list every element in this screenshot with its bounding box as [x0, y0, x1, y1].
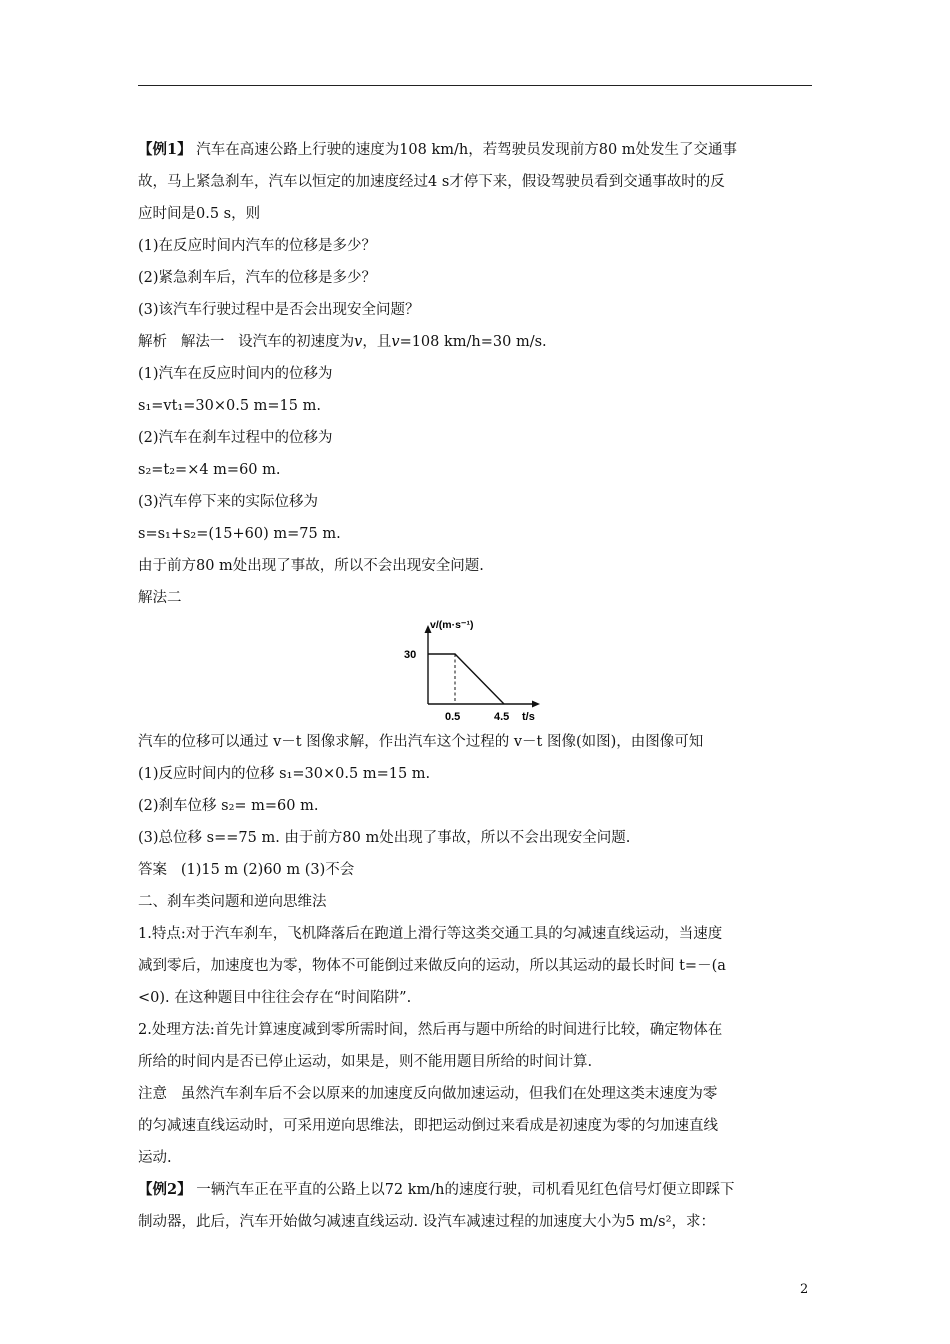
- solution-intro: [138, 326, 812, 358]
- x-tick-0-5: 0.5: [445, 711, 461, 723]
- feature-line2: 减到零后，加速度也为零，物体不可能倒过来做反向的运动，所以其运动的最长时间 t=－(a: [138, 958, 726, 974]
- answer-text: (1)15 m (2)60 m (3)不会: [180, 862, 355, 878]
- solution-intro-a: 设汽车的初速度为: [238, 334, 355, 350]
- answer-label: 答案: [138, 862, 167, 878]
- method2-step1: (1)反应时间内的位移 s₁=30×0.5 m=15 m.: [138, 766, 431, 782]
- example1-text-line1: 汽车在高速公路上行驶的速度为108 km/h，若驾驶员发现前方80 m处发生了交通事: [196, 142, 738, 158]
- vt-graph-figure: [138, 614, 812, 726]
- section2-title: 二、刹车类问题和逆向思维法: [138, 894, 327, 910]
- example1-line1: [138, 134, 812, 166]
- x-axis-label: t/s: [522, 711, 535, 723]
- step3-title: (3)汽车停下来的实际位移为: [138, 494, 319, 510]
- question-2: (2)紧急刹车后，汽车的位移是多少？: [138, 270, 377, 286]
- method2-step3: (3)总位移 s==75 m. 由于前方80 m处出现了事故，所以不会出现安全问题.: [138, 830, 631, 846]
- note-label: 注意: [138, 1086, 167, 1102]
- conclusion: 由于前方80 m处出现了事故，所以不会出现安全问题.: [138, 558, 484, 574]
- x-axis-arrow: [532, 701, 540, 708]
- velocity-symbol: v: [354, 334, 363, 350]
- note-line3: 运动.: [138, 1150, 172, 1166]
- method2-step2: (2)刹车位移 s₂= m=60 m.: [138, 798, 319, 814]
- y-axis-label: v/(m·s⁻¹): [430, 619, 474, 631]
- example2-line1: [138, 1174, 812, 1206]
- step2-equation: s₂=t₂=×4 m=60 m.: [138, 462, 281, 478]
- step1-title: (1)汽车在反应时间内的位移为: [138, 366, 333, 382]
- example2-line2: 制动器，此后，汽车开始做匀减速直线运动. 设汽车减速过程的加速度大小为5 m/s²，求：: [138, 1214, 715, 1230]
- method-line2: 所给的时间内是否已停止运动，如果是，则不能用题目所给的时间计算.: [138, 1054, 593, 1070]
- method2-label: 解法二: [138, 590, 182, 606]
- method1-label: 解法一: [180, 334, 225, 350]
- solution-label: 解析: [138, 334, 167, 350]
- step1-equation: s₁=vt₁=30×0.5 m=15 m.: [138, 398, 321, 414]
- graph-explanation: 汽车的位移可以通过 v－t 图像求解，作出汽车这个过程的 v－t 图像(如图)，由图像可知: [138, 734, 704, 750]
- note-line1: [138, 1078, 812, 1110]
- question-3: (3)该汽车行驶过程中是否会出现安全问题？: [138, 302, 420, 318]
- step2-title: (2)汽车在刹车过程中的位移为: [138, 430, 333, 446]
- note-line2: 的匀减速直线运动时，可采用逆向思维法，即把运动倒过来看成是初速度为零的匀加速直线: [138, 1118, 718, 1134]
- answer-line: [138, 854, 812, 886]
- question-1: (1)在反应时间内汽车的位移是多少？: [138, 238, 377, 254]
- vt-graph: [398, 616, 558, 726]
- x-tick-4-5: 4.5: [494, 711, 510, 723]
- example1-text-line2: 故，马上紧急刹车，汽车以恒定的加速度经过4 s才停下来，假设驾驶员看到交通事故时的反: [138, 174, 725, 190]
- example1-tag: 【例1】: [138, 141, 192, 158]
- feature-line3: <0). 在这种题目中往往会存在“时间陷阱”.: [138, 990, 412, 1006]
- solution-intro-b: ，且: [362, 334, 392, 350]
- solution-intro-c: =108 km/h=30 m/s.: [399, 334, 547, 350]
- example1-text-line3: 应时间是0.5 s，则: [138, 206, 261, 222]
- page-number: 2: [800, 1282, 809, 1297]
- note-text-line1: 虽然汽车刹车后不会以原来的加速度反向做加速运动，但我们在处理这类末速度为零: [180, 1086, 718, 1102]
- method-line1: 2.处理方法:首先计算速度减到零所需时间，然后再与题中所给的时间进行比较，确定物体在: [138, 1022, 723, 1038]
- y-tick-30: 30: [404, 649, 417, 661]
- step3-equation: s=s₁+s₂=(15+60) m=75 m.: [138, 526, 341, 542]
- velocity-symbol-2: v: [391, 334, 400, 350]
- feature-line1: 1.特点:对于汽车刹车，飞机降落后在跑道上滑行等这类交通工具的匀减速直线运动，当速度: [138, 926, 723, 942]
- velocity-line: [428, 654, 504, 704]
- example2-tag: 【例2】: [138, 1181, 192, 1198]
- example2-text-line1: 一辆汽车正在平直的公路上以72 km/h的速度行驶，司机看见红色信号灯便立即踩下: [196, 1182, 735, 1198]
- page-content: [138, 134, 812, 1238]
- header-rule: [138, 85, 812, 86]
